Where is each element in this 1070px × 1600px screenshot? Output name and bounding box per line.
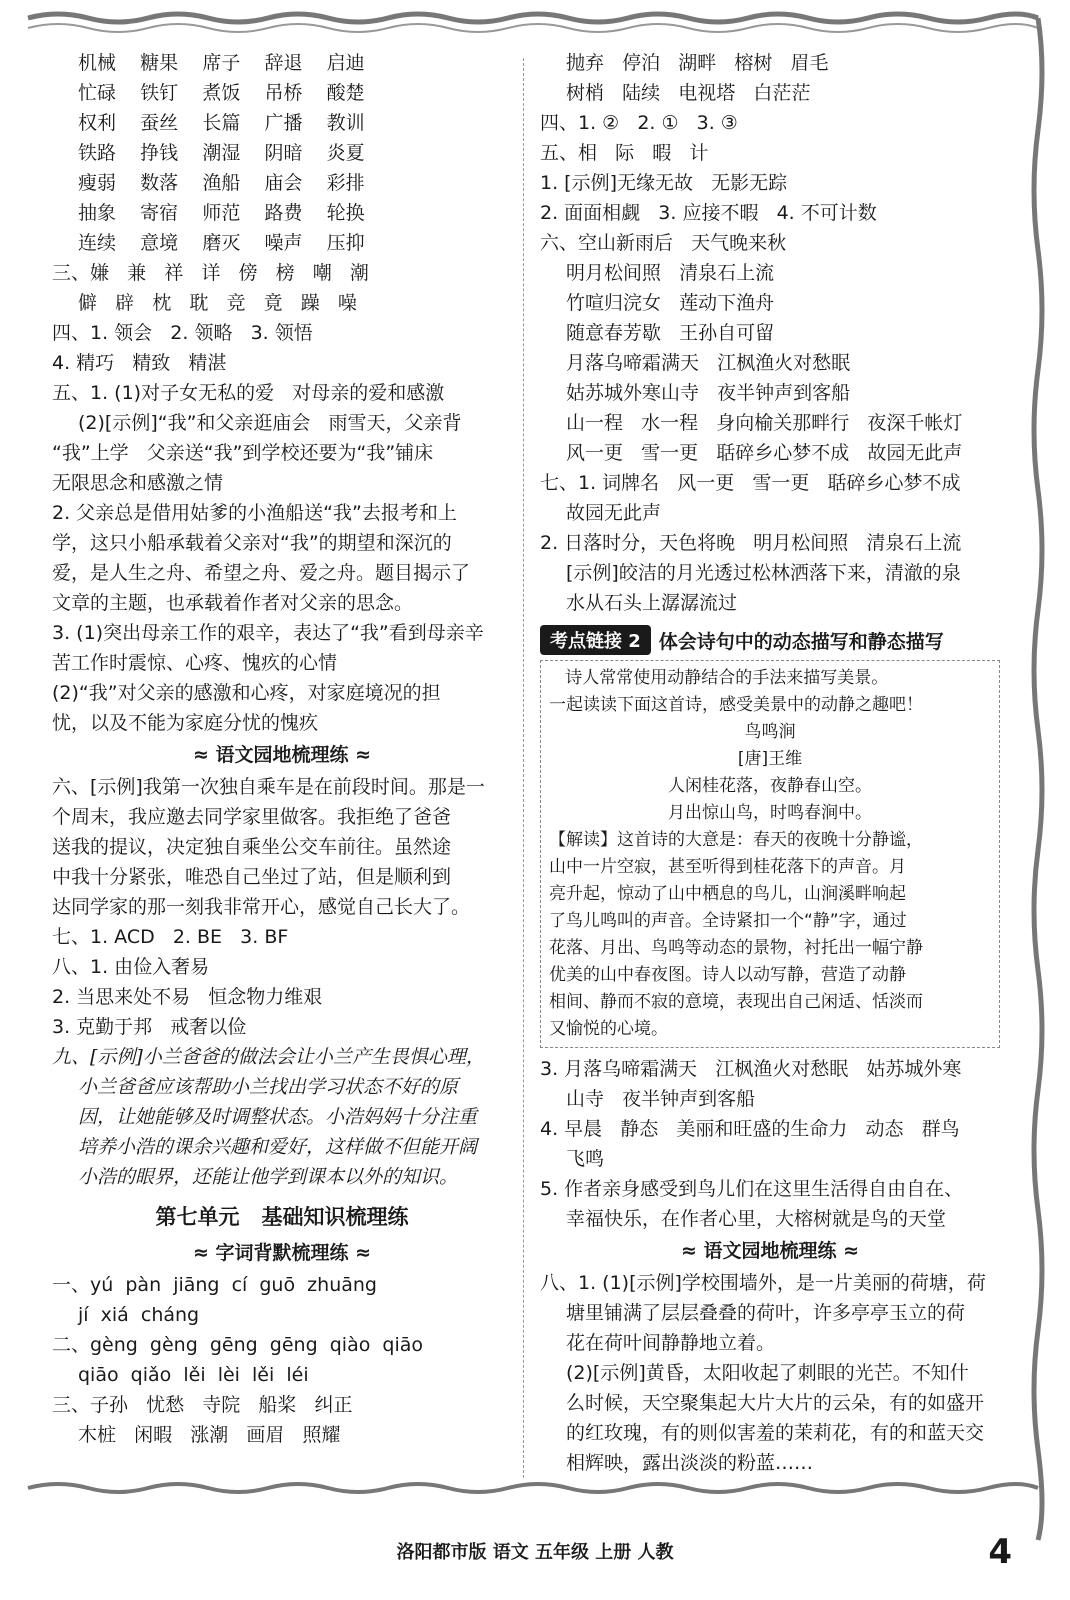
answer-line: 明月松间照 清泉石上流 (566, 262, 775, 284)
answer-line: 七、1. ACD 2. BE 3. BF (52, 926, 289, 948)
answer-line: 山寺 夜半钟声到客船 (566, 1088, 756, 1110)
answer-line: 小兰爸爸应该帮助小兰找出学习状态不好的原 (78, 1076, 459, 1098)
poem-box-line: 【解读】这首诗的大意是：春天的夜晚十分静谧， (549, 830, 923, 850)
answer-line: 3. (1)突出母亲工作的艰辛，表达了“我”看到母亲辛 (52, 622, 484, 644)
answer-line: 飞鸣 (566, 1148, 605, 1170)
answer-line: 权利 蚕丝 长篇 广播 教训 (78, 112, 365, 134)
answer-line: 幸福快乐，在作者心里，大榕树就是鸟的天堂 (566, 1208, 947, 1230)
poem-box-line: 人闲桂花落，夜静春山空。 (668, 776, 872, 796)
answer-line: 僻 辟 枕 耽 竞 竟 躁 噪 (78, 292, 357, 314)
right-answers-top (540, 48, 1000, 618)
answer-line: 爱，是人生之舟、希望之舟、爱之舟。题目揭示了 (52, 562, 471, 584)
answer-line: 4. 早晨 静态 美丽和旺盛的生命力 动态 群鸟 (540, 1118, 960, 1140)
answer-line: qiāo qiǎo lěi lèi lěi léi (78, 1364, 309, 1386)
answer-line: 六、空山新雨后 天气晚来秋 (540, 232, 787, 254)
answer-line: 八、1. (1)[示例]学校围墙外，是一片美丽的荷塘，荷 (540, 1272, 986, 1294)
answer-line: 抛弃 停泊 湖畔 榕树 眉毛 (566, 52, 829, 74)
answer-line: 文章的主题，也承载着作者对父亲的思念。 (52, 592, 414, 614)
poem-box-line: 月出惊山鸟，时鸣春涧中。 (668, 803, 872, 823)
answer-line: 三、嫌 兼 祥 详 傍 榜 嘲 潮 (52, 262, 369, 284)
poem-box-line: 相间、静而不寂的意境，表现出自己闲适、恬淡而 (549, 992, 923, 1012)
answer-line: 一、yú pàn jiāng cí guō zhuāng (52, 1274, 377, 1296)
answer-line: 1. [示例]无缘无故 无影无踪 (540, 172, 788, 194)
poem-box-line: 了鸟儿鸣叫的声音。全诗紧扣一个“静”字，通过 (549, 911, 907, 931)
answer-line: 二、gèng gèng gēng gēng qiào qiāo (52, 1334, 424, 1356)
answer-line: 月落乌啼霜满天 江枫渔火对愁眠 (566, 352, 851, 374)
answer-line: 山一程 水一程 身向榆关那畔行 夜深千帐灯 (566, 412, 963, 434)
answer-line: 姑苏城外寒山寺 夜半钟声到客船 (566, 382, 851, 404)
answer-line: 随意春芳歇 王孙自可留 (566, 322, 775, 344)
answer-line: 中我十分紧张，唯恐自己坐过了站，但是顺利到 (52, 866, 452, 888)
answer-line: 的红玫瑰，有的则似害羞的茉莉花，有的和蓝天交 (566, 1422, 985, 1444)
answer-line: 六、[示例]我第一次独自乘车是在前段时间。那是一 (52, 776, 485, 798)
poem-box-line: 诗人常常使用动静结合的手法来描写美景。 (549, 668, 889, 688)
answer-line: 九、[示例]小兰爸爸的做法会让小兰产生畏惧心理， (52, 1046, 485, 1068)
answer-line: 2. 日落时分，天色将晚 明月松间照 清泉石上流 (540, 532, 962, 554)
poem-reading-box (540, 660, 1000, 1048)
answer-line: ≈ 字词背默梳理练 ≈ (192, 1242, 372, 1264)
answer-line: 因，让她能够及时调整状态。小浩妈妈十分注重 (78, 1106, 478, 1128)
answer-line: 培养小浩的课余兴趣和爱好，这样做不但能开阔 (78, 1136, 478, 1158)
answer-line: 3. 月落乌啼霜满天 江枫渔火对愁眠 姑苏城外寒 (540, 1058, 962, 1080)
answer-line: 么时候，天空聚集起大片大片的云朵，有的如盛开 (566, 1392, 985, 1414)
answer-line: 机械 糖果 席子 辞退 启迪 (78, 52, 365, 74)
answer-line: 水从石头上潺潺流过 (566, 592, 738, 614)
answer-line: 花在荷叶间静静地立着。 (566, 1332, 776, 1354)
answer-line: 塘里铺满了层层叠叠的荷叶，许多亭亭玉立的荷 (566, 1302, 966, 1324)
answer-line: 铁路 挣钱 潮湿 阴暗 炎夏 (78, 142, 365, 164)
answer-line: (2)“我”对父亲的感激和心疼，对家庭境况的担 (52, 682, 441, 704)
answer-line: 故园无此声 (566, 502, 662, 524)
answer-line: 连续 意境 磨灭 噪声 压抑 (78, 232, 365, 254)
answer-line: 相辉映，露出淡淡的粉蓝…… (566, 1452, 814, 1474)
answer-line: [示例]皎洁的月光透过松林洒落下来，清澈的泉 (566, 562, 961, 584)
answer-line: 风一更 雪一更 聒碎乡心梦不成 故园无此声 (566, 442, 963, 464)
poem-box-line: 亮升起，惊动了山中栖息的鸟儿，山涧溪畔响起 (549, 884, 906, 904)
answer-line: (2)[示例]“我”和父亲逛庙会 雨雪天，父亲背 (78, 412, 462, 434)
answer-line: 小浩的眼界，还能让他学到课本以外的知识。 (78, 1166, 459, 1188)
page-number: 4 (988, 1532, 1012, 1572)
poem-box-line: 优美的山中春夜图。诗人以动写静，营造了动静 (549, 965, 906, 985)
answer-line: 第七单元 基础知识梳理练 (155, 1205, 409, 1229)
right-answers-bottom (540, 1054, 1000, 1478)
answer-line: 三、子孙 忧愁 寺院 船桨 纠正 (52, 1394, 353, 1416)
answer-line: 四、1. ② 2. ① 3. ③ (540, 112, 738, 134)
page-footer: 洛阳都市版 语文 五年级 上册 人教 (396, 1542, 674, 1563)
answer-line: 学，这只小船承载着父亲对“我”的期望和深沉的 (52, 532, 452, 554)
answer-line: 苦工作时震惊、心疼、愧疚的心情 (52, 652, 338, 674)
answer-line: 忙碌 铁钉 煮饭 吊桥 酸楚 (78, 82, 365, 104)
key-point-title: 体会诗句中的动态描写和静态描写 (658, 630, 944, 653)
answer-line: 3. 克勤于邦 戒奢以俭 (52, 1016, 247, 1038)
key-point-tag: 考点链接 2 (540, 625, 651, 655)
answer-line: 五、相 际 暇 计 (540, 142, 709, 164)
answer-line: 达同学家的那一刻我非常开心，感觉自己长大了。 (52, 896, 471, 918)
answer-line: 七、1. 词牌名 风一更 雪一更 聒碎乡心梦不成 (540, 472, 961, 494)
answer-line: 2. 当思来处不易 恒念物力维艰 (52, 986, 323, 1008)
answer-line: 树梢 陆续 电视塔 白茫茫 (566, 82, 811, 104)
answer-line: ≈ 语文园地梳理练 ≈ (192, 744, 372, 766)
answer-line: 四、1. 领会 2. 领略 3. 领悟 (52, 322, 313, 344)
answer-line: 木桩 闲暇 涨潮 画眉 照耀 (78, 1424, 341, 1446)
answer-line: 八、1. 由俭入奢易 (52, 956, 210, 978)
column-divider (523, 58, 524, 1478)
poem-box-line: 又愉悦的心境。 (549, 1019, 668, 1039)
poem-box-line: 一起读读下面这首诗，感受美景中的动静之趣吧！ (549, 695, 923, 715)
answer-line: 忧，以及不能为家庭分忧的愧疚 (52, 712, 319, 734)
answer-line: “我”上学 父亲送“我”到学校还要为“我”铺床 (52, 442, 434, 464)
answer-line: 送我的提议，决定独自乘坐公交车前往。虽然途 (52, 836, 452, 858)
left-column (52, 48, 512, 1450)
poem-box-line: 山中一片空寂，甚至听得到桂花落下的声音。月 (549, 857, 906, 877)
answer-line: (2)[示例]黄昏，太阳收起了刺眼的光芒。不知什 (566, 1362, 969, 1384)
answer-line: 2. 面面相觑 3. 应接不暇 4. 不可计数 (540, 202, 877, 224)
answer-line: 竹喧归浣女 莲动下渔舟 (566, 292, 775, 314)
key-point-link (540, 622, 1000, 658)
answer-line: 5. 作者亲身感受到鸟儿们在这里生活得自由自在、 (540, 1178, 964, 1200)
answer-line: 个周末，我应邀去同学家里做客。我拒绝了爸爸 (52, 806, 452, 828)
answer-line: 无限思念和感激之情 (52, 472, 224, 494)
answer-line: 五、1. (1)对子女无私的爱 对母亲的爱和感激 (52, 382, 445, 404)
answer-line: 抽象 寄宿 师范 路费 轮换 (78, 202, 365, 224)
poem-box-line: 鸟鸣涧 (744, 722, 796, 742)
poem-box-line: 花落、月出、鸟鸣等动态的景物，衬托出一幅宁静 (549, 938, 923, 958)
answer-line: 瘦弱 数落 渔船 庙会 彩排 (78, 172, 365, 194)
answer-line: 4. 精巧 精致 精湛 (52, 352, 227, 374)
poem-box-line: [唐]王维 (737, 749, 803, 769)
answer-line: 2. 父亲总是借用姑爹的小渔船送“我”去报考和上 (52, 502, 457, 524)
answer-line: jí xiá cháng (78, 1304, 200, 1326)
right-column (540, 48, 1000, 1478)
answer-line: ≈ 语文园地梳理练 ≈ (680, 1240, 860, 1262)
